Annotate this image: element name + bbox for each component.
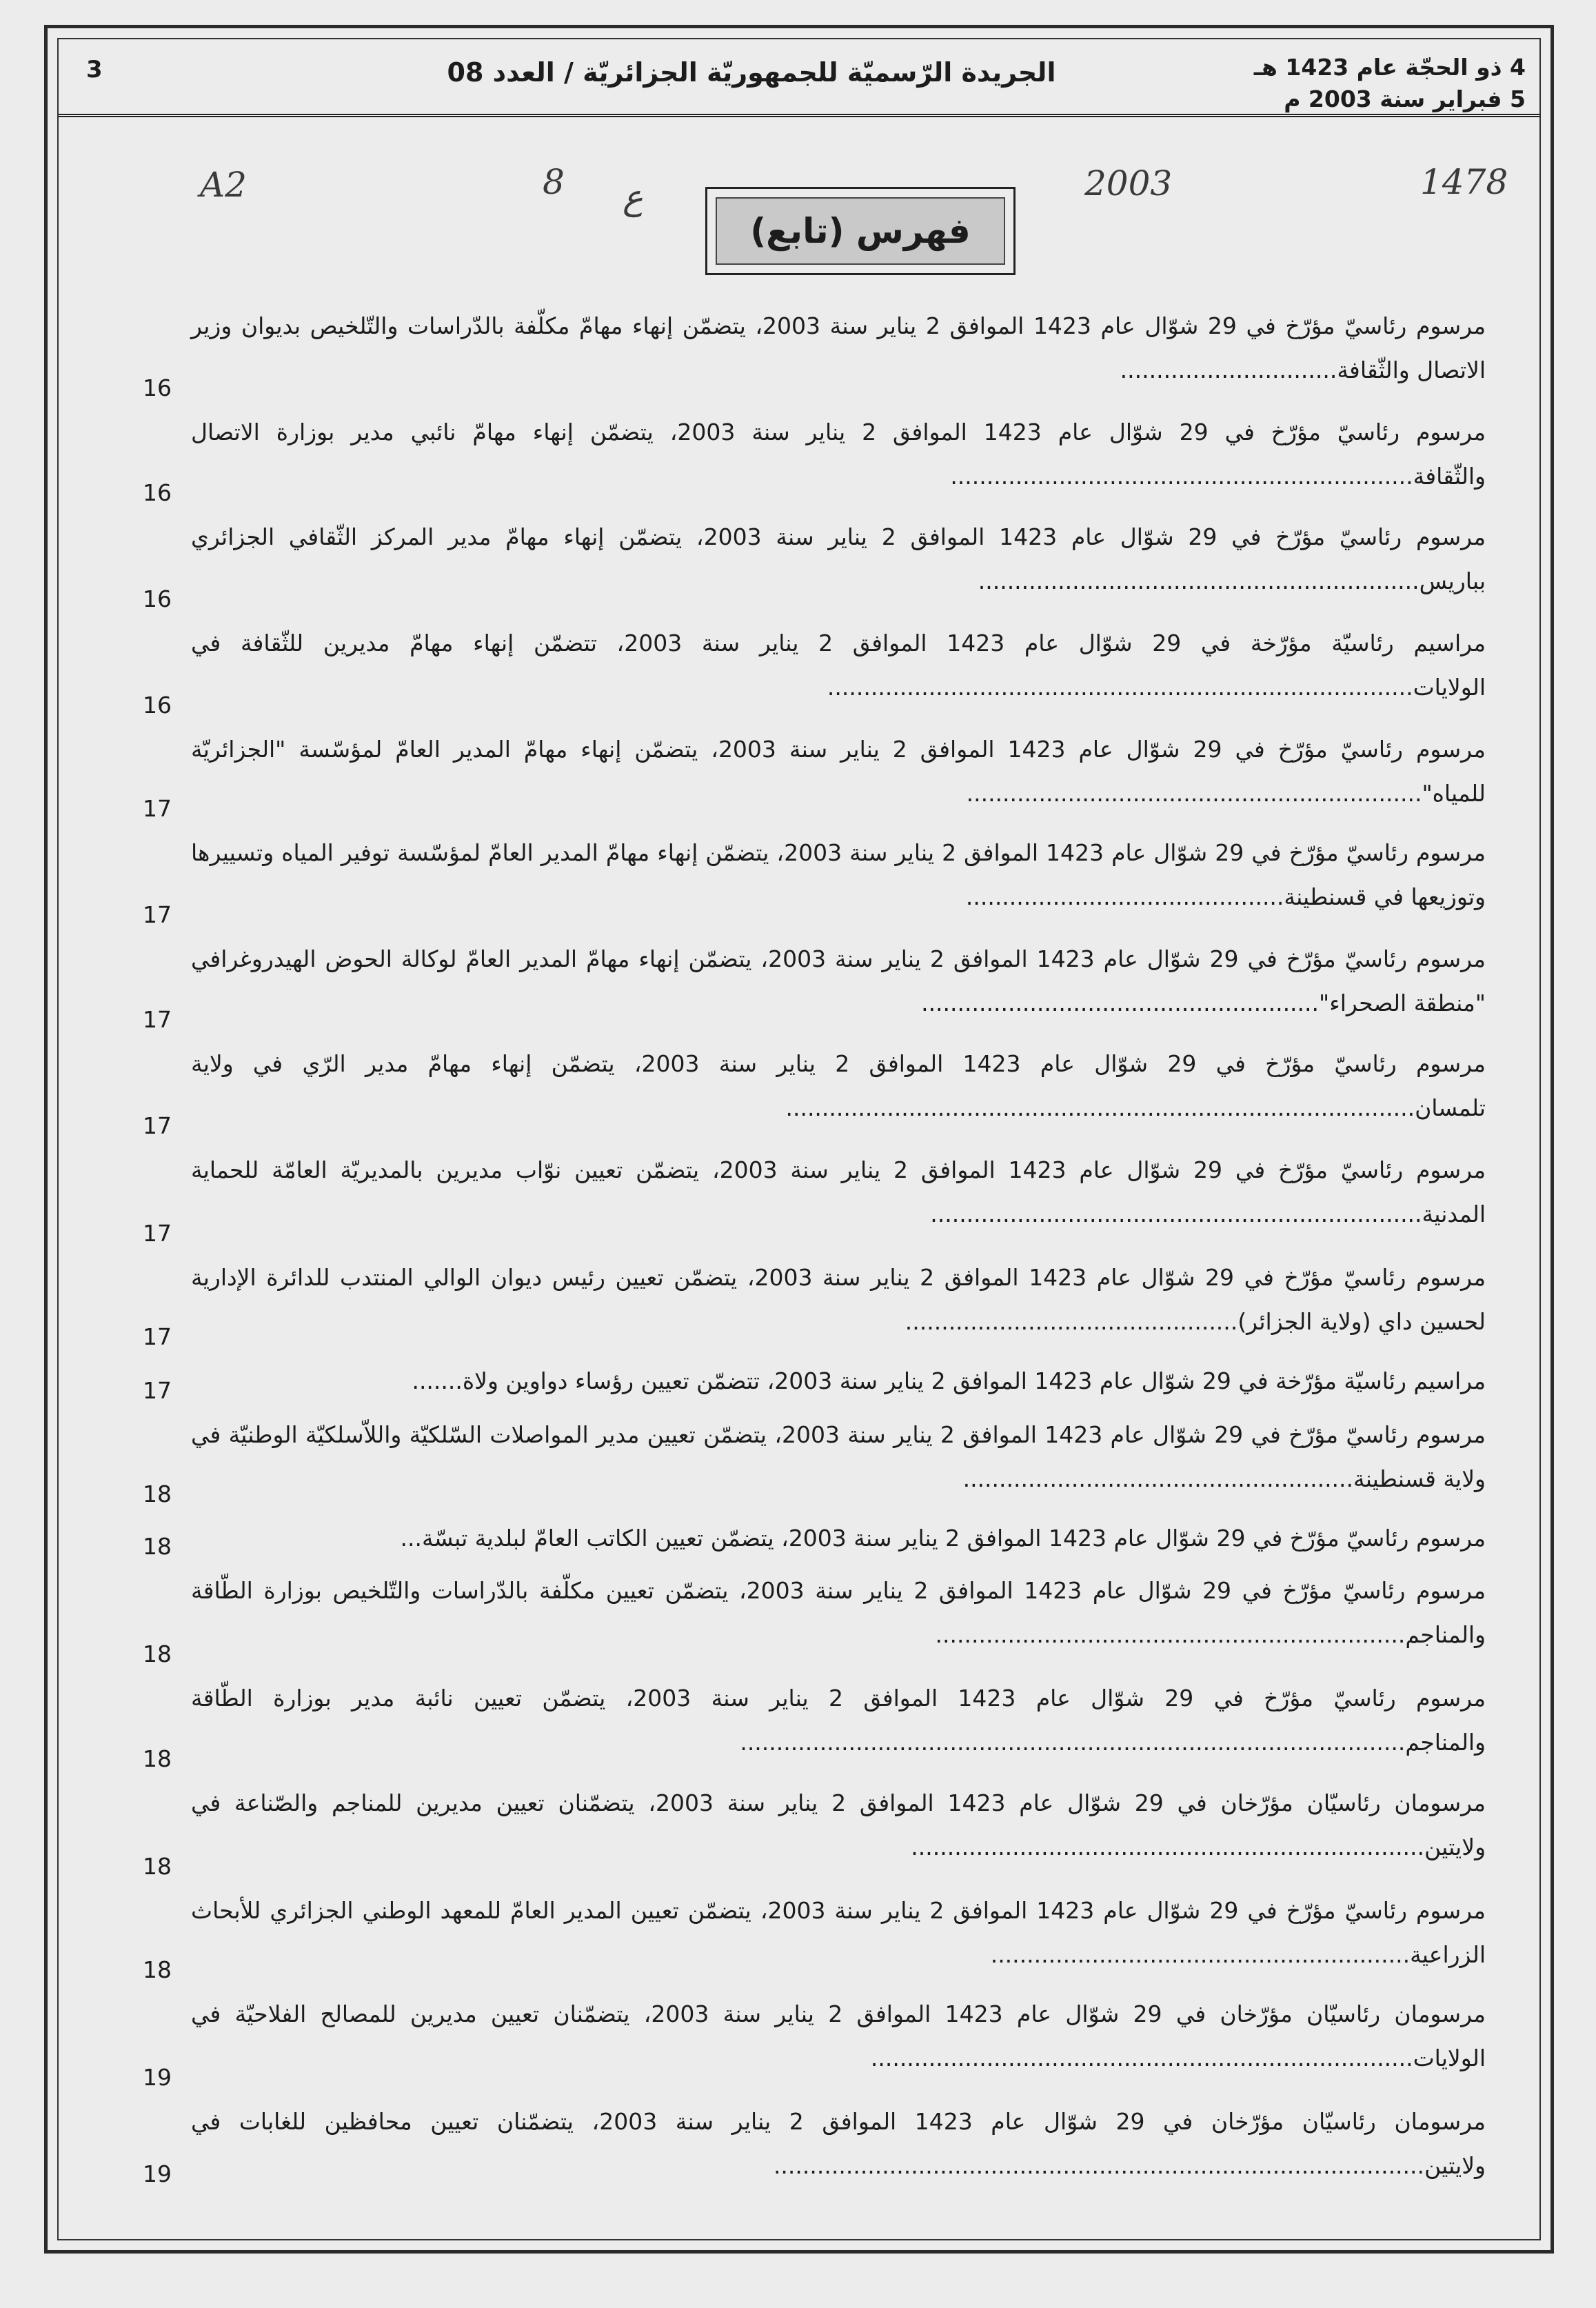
toc-entry-text: مراسيم رئاسيّة مؤرّخة في 29 شوّال عام 1423 الموافق 2 يناير سنة 2003، تتضمّن إنهاء مهامّ مديرين للثّقافة في الولايات.................................................................................	[191, 630, 1486, 701]
toc-entry-text: مرسومان رئاسيّان مؤرّخان في 29 شوّال عام 1423 الموافق 2 يناير سنة 2003، يتضمّنان تعيين مديرين للمصالح الفلاحيّة في الولايات...........................................................................	[191, 2000, 1486, 2071]
toc-entry	[143, 1042, 1486, 1148]
toc-entry-text: مراسيم رئاسيّة مؤرّخة في 29 شوّال عام 1423 الموافق 2 يناير سنة 2003، تتضمّن تعيين رؤساء دواوين ولاة.......	[412, 1367, 1486, 1394]
header-dates	[1254, 52, 1526, 115]
toc-entry	[143, 515, 1486, 621]
toc-entry-text: مرسومان رئاسيّان مؤرّخان في 29 شوّال عام 1423 الموافق 2 يناير سنة 2003، يتضمّنان تعيين مديرين للمناجم والصّناعة في ولايتين.......................................................................	[191, 1789, 1486, 1860]
date-hijri: 4 ذو الحجّة عام 1423 هـ	[1253, 54, 1526, 81]
toc-entry-text: مرسوم رئاسيّ مؤرّخ في 29 شوّال عام 1423 الموافق 2 يناير سنة 2003، يتضمّن إنهاء مهامّ مدير المركز الثّقافي الجزائري بباريس.............................................................	[191, 523, 1486, 594]
toc-entry	[143, 1516, 1486, 1569]
section-title-box	[705, 187, 1016, 275]
toc-entry-text: مرسوم رئاسيّ مؤرّخ في 29 شوّال عام 1423 الموافق 2 يناير سنة 2003، يتضمّن إنهاء مهامّ المدير العامّ لمؤسّسة توفير المياه وتسييرها وتوزيعها في قسنطينة............................................	[191, 839, 1486, 910]
handwritten-note-8: 8	[543, 162, 565, 202]
toc-entry	[143, 1569, 1486, 1676]
toc-entry	[143, 304, 1486, 410]
toc-entry-text: مرسوم رئاسيّ مؤرّخ في 29 شوّال عام 1423 الموافق 2 يناير سنة 2003، يتضمّن تعيين رئيس ديوان الوالي المنتدب للدائرة الإدارية لحسين داي (ولاية الجزائر)..............................................	[191, 1264, 1486, 1335]
page-number: 3	[86, 56, 103, 83]
toc-entry	[143, 1413, 1486, 1516]
toc-page-number: 17	[143, 1377, 172, 1404]
toc-entry	[143, 727, 1486, 831]
toc-entry-text: مرسوم رئاسيّ مؤرّخ في 29 شوّال عام 1423 الموافق 2 يناير سنة 2003، يتضمّن إنهاء مهامّ مكلّفة بالدّراسات والتّلخيص بديوان وزير الاتصال والثّقافة..............................	[191, 312, 1486, 383]
toc-entry-text: مرسوم رئاسيّ مؤرّخ في 29 شوّال عام 1423 الموافق 2 يناير سنة 2003، يتضمّن إنهاء مهامّ نائبي مدير بوزارة الاتصال والثّقافة................................................................	[191, 419, 1486, 490]
toc-page-number: 18	[143, 1533, 172, 1560]
toc-page-number: 18	[143, 1853, 172, 1880]
toc-page-number: 18	[143, 1956, 172, 1983]
toc-entry	[143, 1889, 1486, 1992]
toc-entry-text: مرسومان رئاسيّان مؤرّخان في 29 شوّال عام 1423 الموافق 2 يناير سنة 2003، يتضمّنان تعيين محافظين للغابات في ولايتين..........................................................................................	[191, 2108, 1486, 2179]
date-gregorian: 5 فبراير سنة 2003 م	[1284, 86, 1526, 112]
page-header	[59, 39, 1539, 117]
handwritten-note-a2: A2	[200, 165, 247, 205]
toc-entry-text: مرسوم رئاسيّ مؤرّخ في 29 شوّال عام 1423 الموافق 2 يناير سنة 2003، يتضمّن تعيين نائبة مدير بوزارة الطّاقة والمناجم............................................................................................	[191, 1685, 1486, 1756]
toc-entry	[143, 1256, 1486, 1359]
page-frame	[44, 25, 1554, 2254]
toc-page-number: 16	[143, 692, 172, 719]
toc-page-number: 19	[143, 2160, 172, 2187]
toc-entry-text: مرسوم رئاسيّ مؤرّخ في 29 شوّال عام 1423 الموافق 2 يناير سنة 2003، يتضمّن تعيين الكاتب العامّ لبلدية تبسّة...	[400, 1525, 1486, 1552]
toc-entry-text: مرسوم رئاسيّ مؤرّخ في 29 شوّال عام 1423 الموافق 2 يناير سنة 2003، يتضمّن تعيين المدير العامّ للمعهد الوطني الجزائري للأبحاث الزراعية..........................................................	[191, 1897, 1486, 1968]
toc-entry-text: مرسوم رئاسيّ مؤرّخ في 29 شوّال عام 1423 الموافق 2 يناير سنة 2003، يتضمّن إنهاء مهامّ مدير الرّي في ولاية تلمسان.......................................................................................	[191, 1050, 1486, 1121]
toc-page-number: 19	[143, 2064, 172, 2091]
toc-page-number: 16	[143, 374, 172, 401]
toc-entry	[143, 410, 1486, 515]
toc-page-number: 18	[143, 1481, 172, 1507]
toc-entry	[143, 1359, 1486, 1413]
toc-entry	[143, 1676, 1486, 1781]
toc-page-number: 17	[143, 1323, 172, 1350]
toc-page-number: 18	[143, 1745, 172, 1772]
toc-entry	[143, 831, 1486, 937]
toc-entry	[143, 621, 1486, 727]
toc-entry	[143, 1781, 1486, 1889]
section-title: فهرس (تابع)	[716, 197, 1005, 265]
toc-entry-text: مرسوم رئاسيّ مؤرّخ في 29 شوّال عام 1423 الموافق 2 يناير سنة 2003، يتضمّن تعيين مدير المواصلات السّلكيّة واللاّسلكيّة الوطنيّة في ولاية قسنطينة......................................................	[191, 1421, 1486, 1492]
toc-page-number: 17	[143, 1112, 172, 1139]
toc-page-number: 18	[143, 1640, 172, 1667]
toc-entry-text: مرسوم رئاسيّ مؤرّخ في 29 شوّال عام 1423 الموافق 2 يناير سنة 2003، يتضمّن تعيين مكلّفة بالدّراسات والتّلخيص بوزارة الطّاقة والمناجم.................................................................	[191, 1577, 1486, 1648]
page-inner-frame	[57, 38, 1541, 2240]
toc-entry	[143, 1992, 1486, 2100]
toc-page-number: 16	[143, 479, 172, 506]
toc-entry-text: مرسوم رئاسيّ مؤرّخ في 29 شوّال عام 1423 الموافق 2 يناير سنة 2003، يتضمّن تعيين نوّاب مديرين بالمديريّة العامّة للحماية المدنية....................................................................	[191, 1156, 1486, 1227]
toc-page-number: 17	[143, 1220, 172, 1247]
table-of-contents	[143, 304, 1486, 2196]
handwritten-note-year: 2003	[1084, 163, 1173, 203]
journal-title: الجريدة الرّسميّة للجمهوريّة الجزائريّة / العدد 08	[447, 57, 1056, 88]
toc-entry-text: مرسوم رئاسيّ مؤرّخ في 29 شوّال عام 1423 الموافق 2 يناير سنة 2003، يتضمّن إنهاء مهامّ المدير العامّ لوكالة الحوض الهيدروغرافي "منطقة الصحراء".......................................................	[191, 945, 1486, 1016]
handwritten-note-number: 1478	[1420, 162, 1508, 202]
toc-entry	[143, 937, 1486, 1042]
toc-entry	[143, 2100, 1486, 2196]
toc-page-number: 16	[143, 585, 172, 612]
toc-entry	[143, 1148, 1486, 1256]
handwritten-note-ain: ع	[623, 177, 643, 217]
toc-entry-text: مرسوم رئاسيّ مؤرّخ في 29 شوّال عام 1423 الموافق 2 يناير سنة 2003، يتضمّن إنهاء مهامّ المدير العامّ لمؤسّسة "الجزائريّة للمياه"...............................................................	[191, 736, 1486, 807]
toc-page-number: 17	[143, 901, 172, 928]
toc-page-number: 17	[143, 1006, 172, 1033]
toc-page-number: 17	[143, 795, 172, 822]
